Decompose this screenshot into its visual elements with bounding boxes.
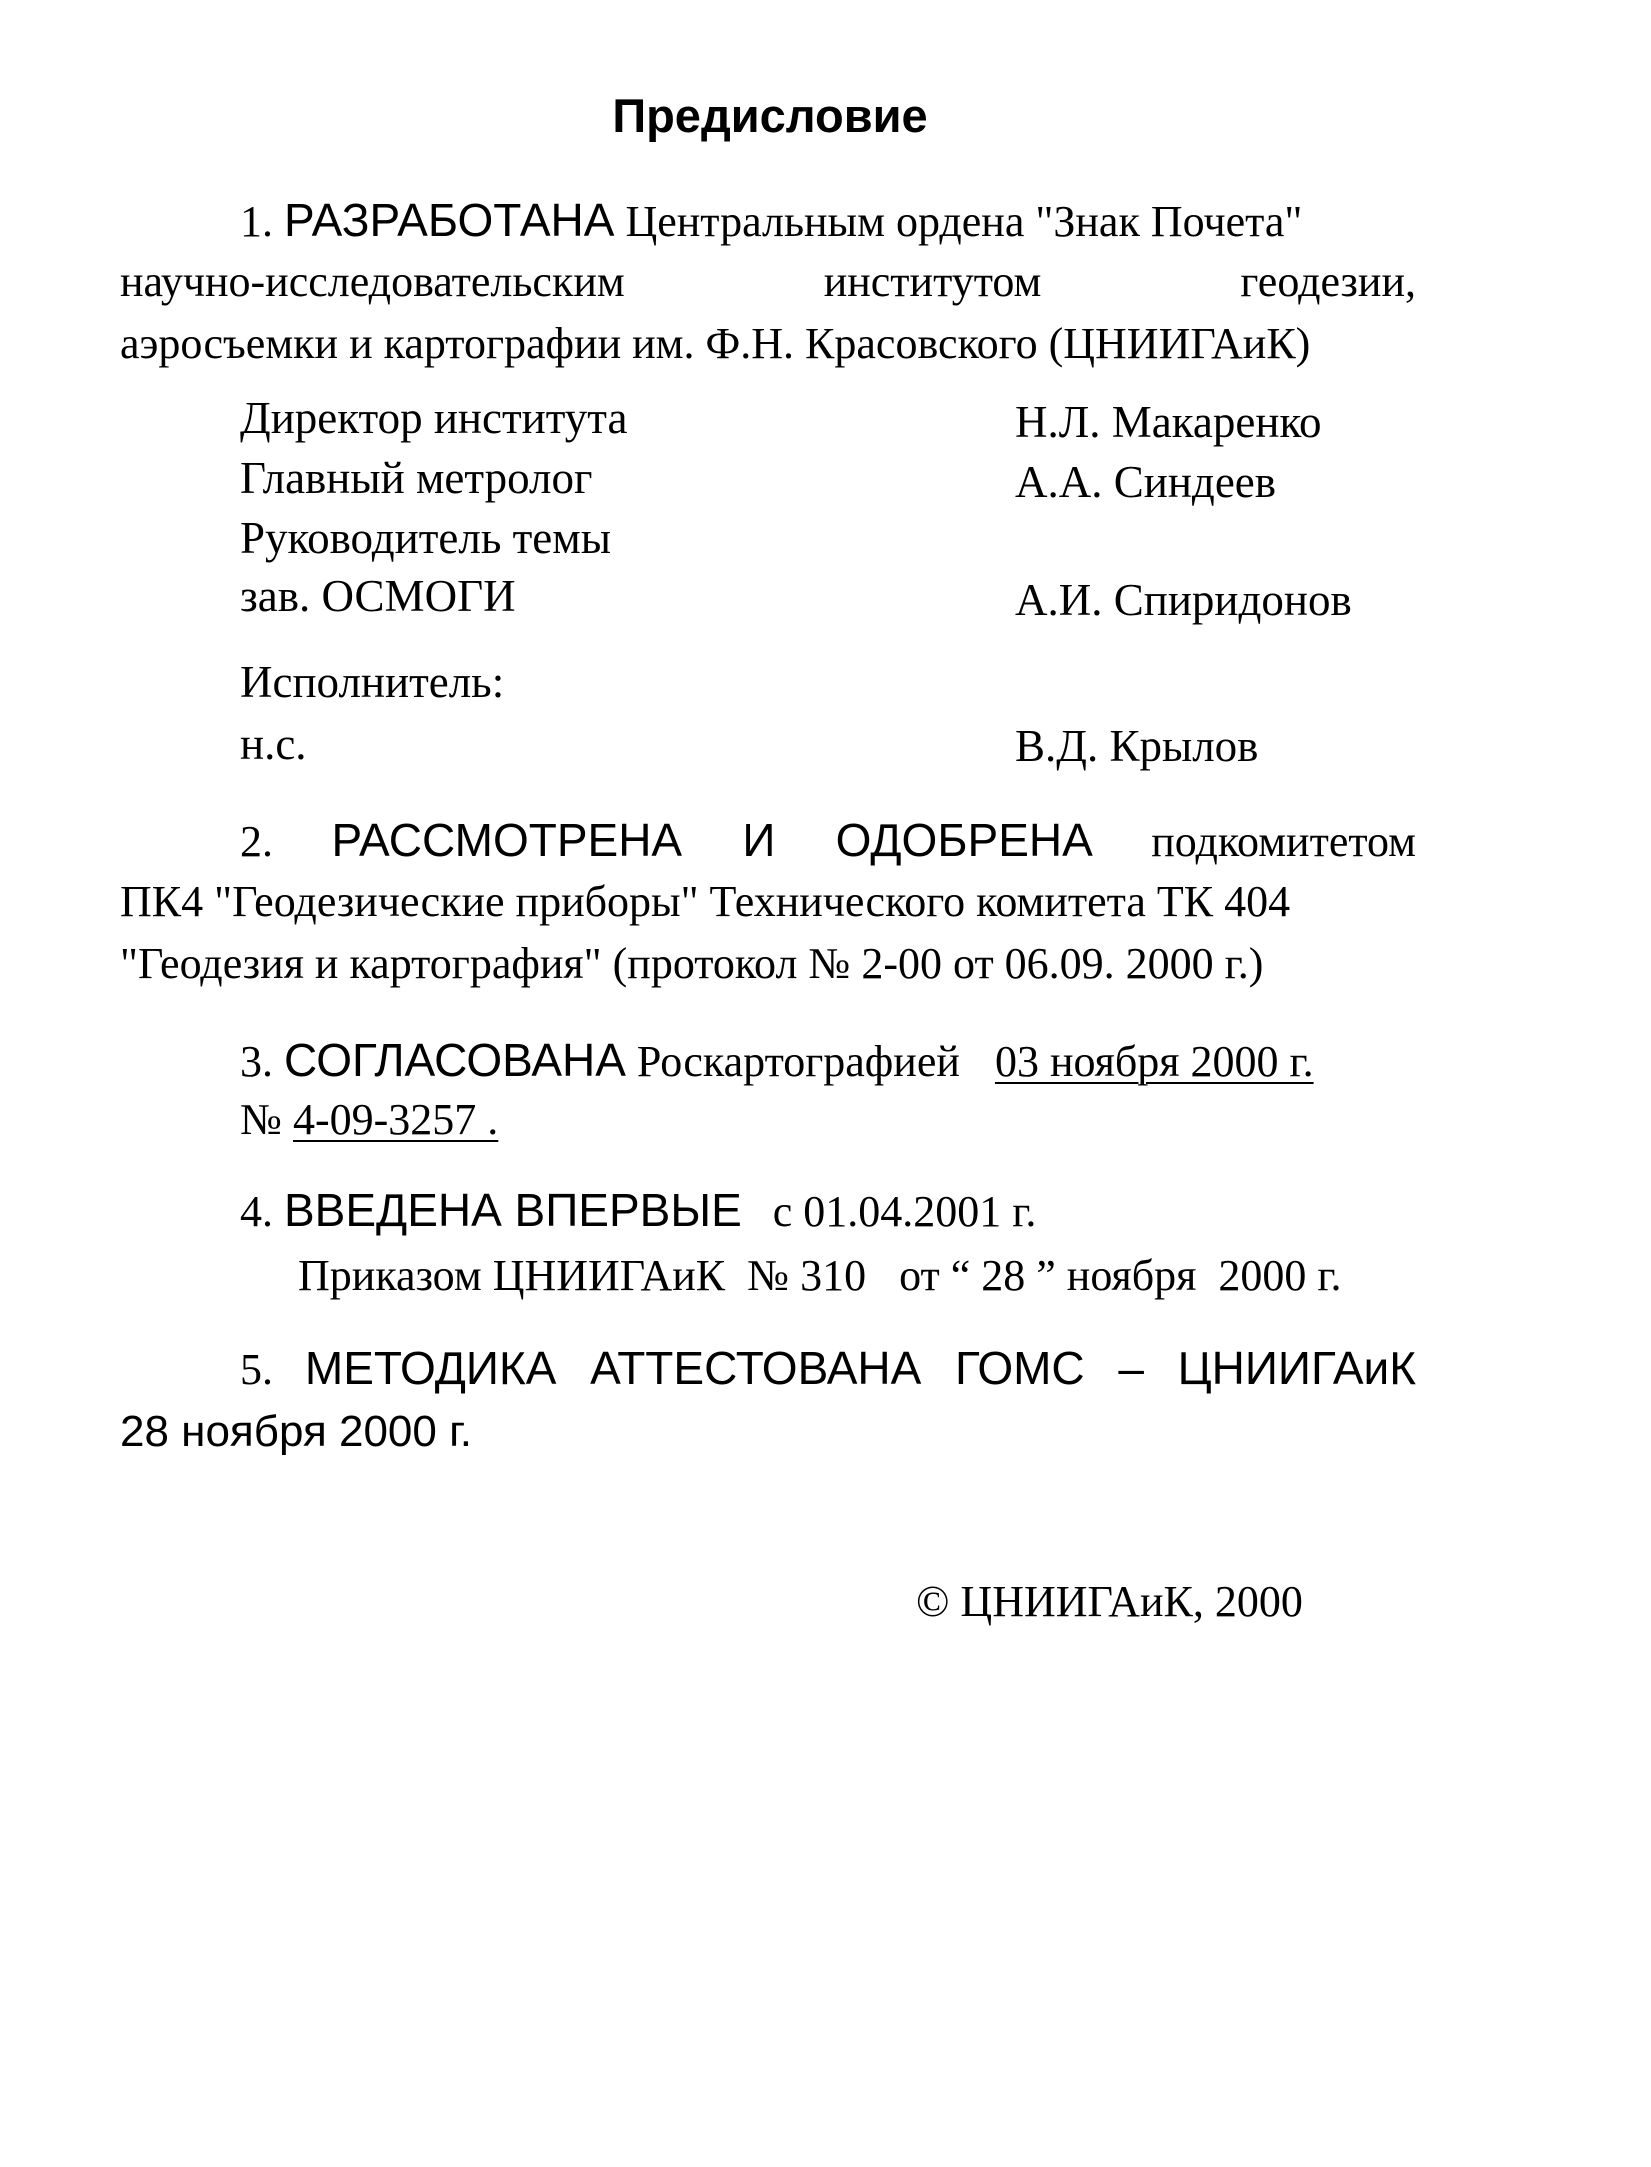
item-3-number: 3. [240,1037,273,1086]
item-2-line-1 [240,810,1416,872]
item-1-number: 1. [240,197,273,246]
item-1-word-1: научно-исследовательским [120,257,625,306]
item-4-order: Приказом ЦНИИГАиК № 310 от “ 28 ” ноября 2000 г. [298,1251,1342,1300]
item-4-line-1 [240,1180,1036,1242]
item-5-line-2: 28 ноября 2000 г. [120,1407,472,1456]
staff-name-2: А.А. Синдеев [1015,457,1277,507]
item-5-line-1 [240,1338,1416,1400]
staff-role-6: н.с. [240,719,307,769]
item-4-date: с 01.04.2001 г. [772,1187,1037,1236]
item-2-number: 2. [240,817,273,866]
copyright: © ЦНИИГАиК, 2000 [916,1577,1303,1626]
item-5-number: 5. [240,1345,273,1394]
item-1-text: Центральным ордена "Знак Почета" [625,197,1303,246]
item-1-line-2 [120,252,1416,312]
item-4-number: 4. [240,1187,273,1236]
item-3-no-value: 4-09-3257 . [292,1095,499,1144]
item-3-line-2 [240,1090,498,1150]
item-3-date: 03 ноября 2000 г. [994,1037,1314,1086]
item-2-text: подкомитетом [1151,817,1417,866]
item-3-no-label: № [240,1095,282,1144]
staff-role-5: Исполнитель: [240,657,505,707]
staff-role-3: Руководитель темы [240,513,611,563]
item-4-lead: ВВЕДЕНА ВПЕРВЫЕ [284,1184,742,1236]
staff-name-4: А.И. Спиридонов [1015,575,1352,625]
item-2-line-3: "Геодезия и картография" (протокол № 2-00 от 06.09. 2000 г.) [120,939,1264,988]
staff-name-6: В.Д. Крылов [1015,721,1259,771]
item-1-word-2: институтом [823,257,1042,306]
staff-name-1: Н.Л. Макаренко [1015,397,1322,447]
item-2-lead: РАССМОТРЕНА И ОДОБРЕНА [331,814,1093,866]
item-5-lead: МЕТОДИКА АТТЕСТОВАНА ГОМС – ЦНИИГАиК [304,1342,1417,1394]
item-3-lead: СОГЛАСОВАНА [284,1034,626,1086]
item-3-text: Роскартографией [636,1037,960,1086]
item-3-line-1 [240,1030,1314,1092]
item-1-word-3: геодезии, [1240,257,1416,306]
item-2-line-2: ПК4 "Геодезические приборы" Технического комитета ТК 404 [120,877,1291,926]
item-1-lead: РАЗРАБОТАНА [284,194,615,246]
staff-role-4: зав. ОСМОГИ [240,571,516,621]
staff-role-1: Директор института [240,393,628,443]
item-1-line-1 [240,190,1302,252]
staff-role-2: Главный метролог [240,453,593,503]
item-1-line-3: аэросъемки и картографии им. Ф.Н. Красовского (ЦНИИГАиК) [120,319,1311,368]
page-title: Предисловие [612,89,928,142]
